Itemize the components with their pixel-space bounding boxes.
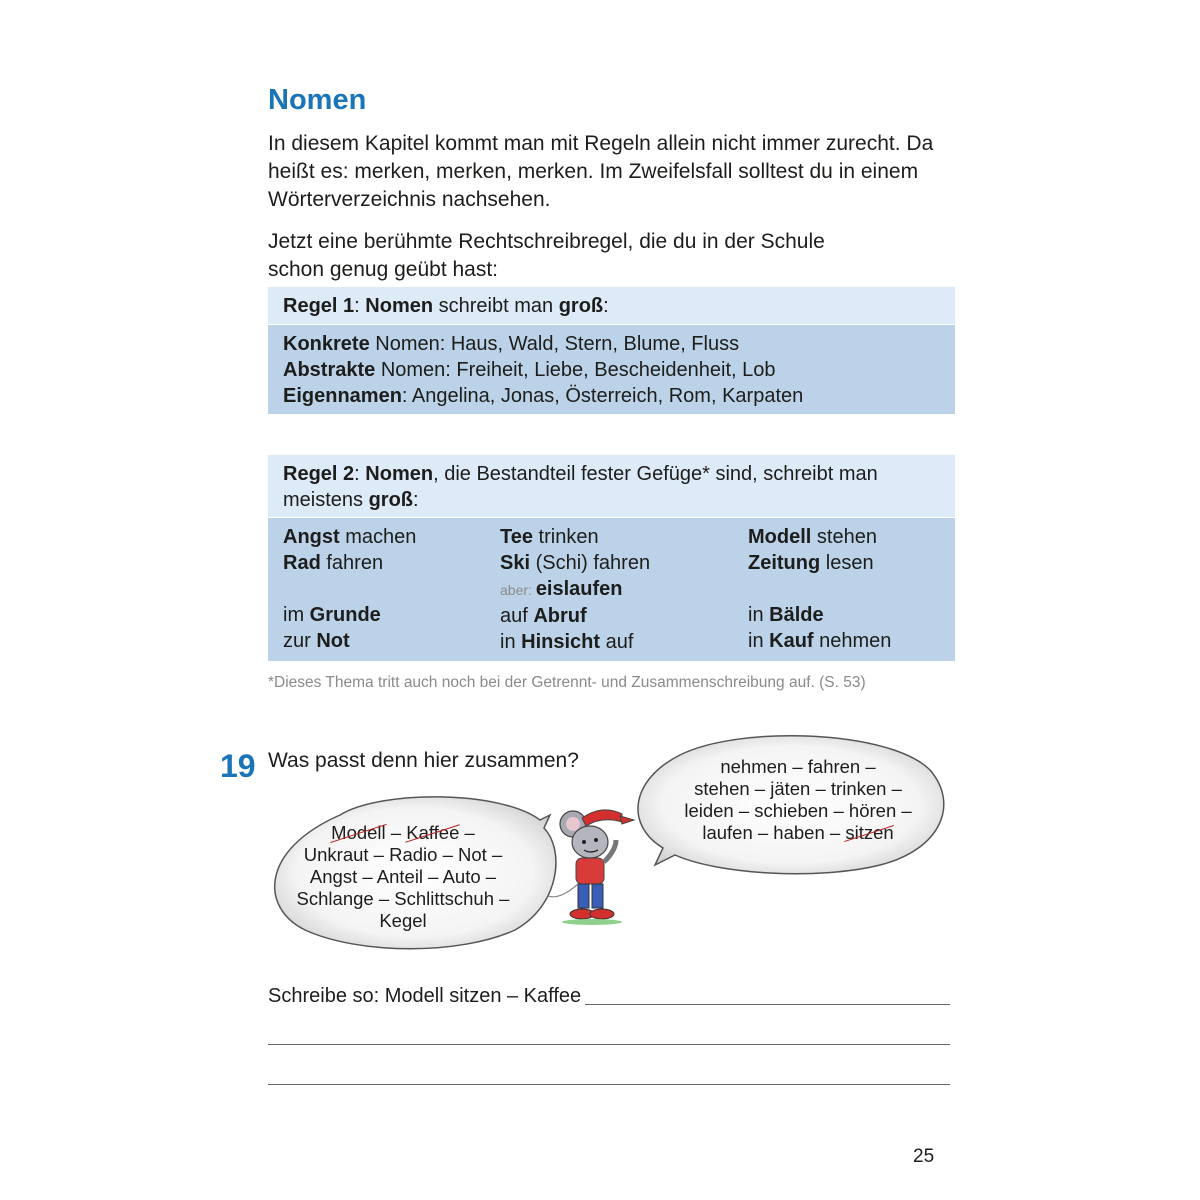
rule1-row — [283, 331, 940, 357]
rule2-item: zur Not — [283, 630, 350, 652]
task-instruction: Was passt denn hier zusammen? — [268, 749, 579, 772]
rule2-gross: groß — [368, 489, 414, 511]
rule1-row — [283, 383, 940, 409]
rule2-heading — [268, 455, 955, 517]
rule2-item: aber: eislaufen — [500, 578, 623, 600]
rule1-row-examples: Nomen: Freiheit, Liebe, Bescheidenheit, Lob — [375, 359, 776, 381]
right-bubble-text: nehmen – fahren – stehen – jäten – trinken – leiden – schieben – hören – laufen – haben – sitzen — [684, 756, 912, 843]
rule2-item: im Grunde — [283, 604, 381, 626]
rule2-item: Rad fahren — [283, 552, 384, 574]
task-number: 19 — [220, 748, 256, 784]
rule2-label: Regel 2 — [283, 463, 355, 485]
intro2-line-2: schon genug geübt hast: — [268, 258, 499, 281]
aber-label: aber: — [500, 582, 536, 598]
rule2-item: in Hinsicht auf — [500, 631, 634, 653]
rule2-body — [268, 518, 955, 661]
rule1-row-examples: Nomen: Haus, Wald, Stern, Blume, Fluss — [369, 333, 740, 355]
rule2-item: in Kauf nehmen — [748, 630, 892, 652]
rule2-item: Tee trinken — [500, 526, 599, 548]
rule1-heading — [268, 287, 955, 324]
rule1-mid: schreibt man — [433, 295, 559, 317]
intro-paragraph: In diesem Kapitel kommt man mit Regeln allein nicht immer zurecht. Da heißt es: merken, merken, merken. Im Zweifelsfall solltest du in einem Wörterverzeichnis nachsehen. — [268, 132, 934, 211]
rule2-item: Angst machen — [283, 526, 417, 548]
rule1-row-term: Abstrakte — [283, 359, 376, 381]
rule2-mid: , die Bestandteil fester Gefüge* sind, schreibt man — [433, 463, 878, 485]
answer-line[interactable] — [585, 1004, 950, 1005]
rule1-body — [268, 325, 955, 414]
rule2-item — [748, 576, 891, 602]
struck-word: sitzen — [845, 822, 894, 843]
rule2-noun: Nomen — [365, 463, 434, 485]
rule1-noun: Nomen — [365, 295, 434, 317]
footnote: *Dieses Thema tritt auch noch bei der Getrennt- und Zusammenschreibung auf. (S. 53) — [268, 674, 866, 691]
rule2-item: Zeitung lesen — [748, 552, 874, 574]
mouse-mascot-icon — [540, 800, 650, 930]
page-title: Nomen — [268, 84, 367, 116]
answer-line[interactable] — [268, 1044, 950, 1045]
rule2-end: : — [413, 489, 419, 511]
rule2-item — [283, 576, 416, 602]
intro-paragraph-2 — [268, 228, 868, 284]
rule2-line2: meistens — [283, 489, 369, 511]
rule2-column-3 — [748, 524, 891, 654]
rule2-item: Modell stehen — [748, 526, 877, 548]
left-bubble-text: Modell – Kaffee – Unkraut – Radio – Not – Angst – Anteil – Auto – Schlange – Schlittschuh – Kegel — [296, 822, 510, 931]
rule2-column-2 — [500, 524, 650, 655]
rule1-label: Regel 1 — [283, 295, 355, 317]
intro2-line-1: Jetzt eine berühmte Rechtschreibregel, die du in der Schule — [268, 230, 825, 253]
rule1-row-examples: : Angelina, Jonas, Österreich, Rom, Karpaten — [401, 385, 804, 407]
struck-word: Kaffee — [406, 822, 460, 843]
rule1-row-term: Eigennamen — [283, 385, 402, 407]
answer-line[interactable] — [268, 1084, 950, 1085]
rule1-end: : — [603, 295, 609, 317]
rule2-item: in Bälde — [748, 604, 824, 626]
rule1-row-term: Konkrete — [283, 333, 370, 355]
rule1-sep: : — [354, 295, 366, 317]
rule2-item: auf Abruf — [500, 605, 587, 627]
rule2-sep: : — [354, 463, 366, 485]
struck-word: Modell — [331, 822, 386, 843]
rule1-gross: groß — [558, 295, 604, 317]
rule1-row — [283, 357, 940, 383]
writing-prompt: Schreibe so: Modell sitzen – Kaffee — [268, 985, 582, 1007]
rule2-column-1 — [283, 524, 416, 654]
rule2-item: Ski (Schi) fahren — [500, 552, 651, 574]
page-number: 25 — [913, 1146, 935, 1167]
